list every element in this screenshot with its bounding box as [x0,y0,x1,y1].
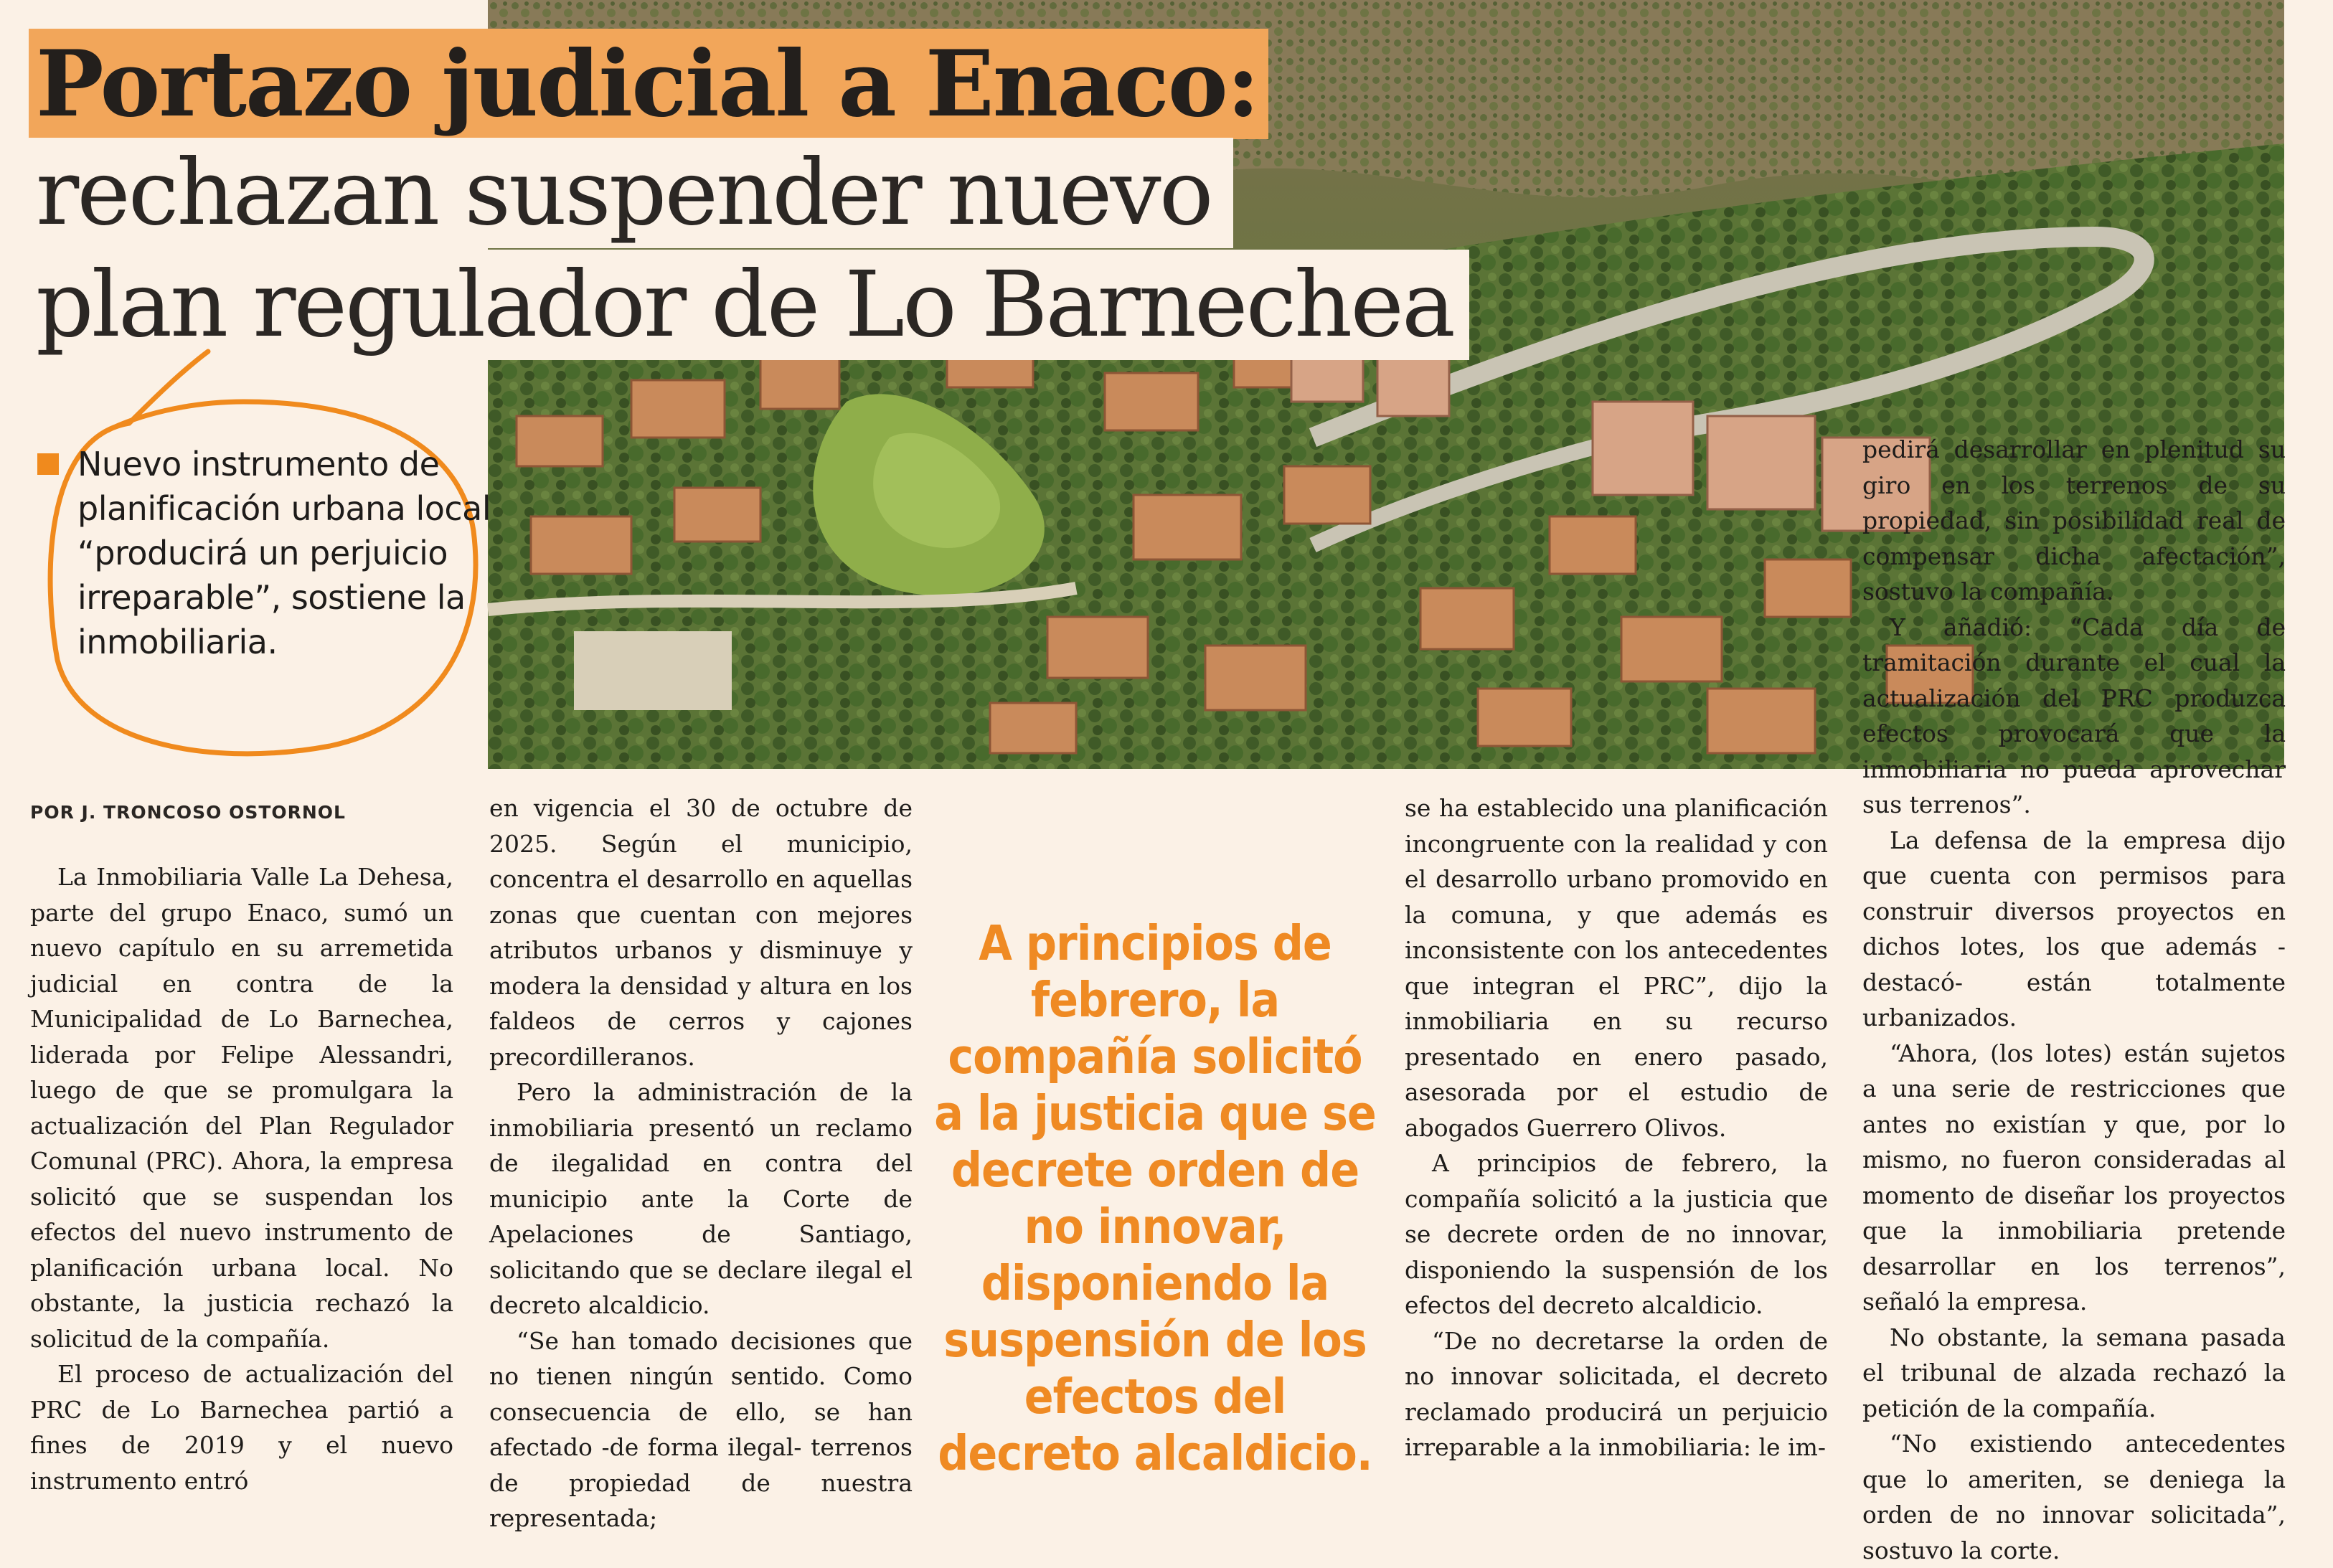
paragraph: pedirá desarrollar en plenitud su giro en los terrenos de su propiedad, sin posibilidad real de compensar dicha afectación”, sostuvo la compañía. [1862,435,2286,605]
lead-text: Nuevo instrumento de planificación urbana local “producirá un perjuicio irreparable”, sostiene la inmobiliaria. [77,445,491,661]
column-3 [1405,790,1828,1465]
column-2 [489,790,913,1536]
headline-line-1: Portazo judicial a Enaco: [29,29,1268,139]
pull-quote: A principios de febrero, la compañía solicitó a la justicia que se decrete orden de no innovar, disponiendo la suspensión de los efectos del decreto alcaldicio. [934,915,1376,1481]
paragraph: en vigencia el 30 de octubre de 2025. Según el municipio, concentra el desarrollo en aquellas zonas que cuentan con mejores atributos urbanos y disminuye y modera la densidad y altura en los faldeos de cerros y cajones precordilleranos. [489,794,913,1071]
column-1 [30,859,453,1498]
lead-box [29,423,491,775]
paragraph: se ha establecido una planificación incongruente con la realidad y con el desarrollo urbano promovido en la comuna, y que además es inconsistente con los antecedentes que integran el PRC”, dijo la inmobiliaria en su recurso presentado en enero pasado, asesorada por el estudio de abogados Guerrero Olivos. [1405,794,1828,1142]
paragraph: “Se han tomado decisiones que no tienen ningún sentido. Como consecuencia de ello, se han afectado -de forma ilegal- terrenos de propiedad de nuestra representada; [489,1326,913,1532]
paragraph: “De no decretarse la orden de no innovar solicitada, el decreto reclamado producirá un perjuicio irreparable a la inmobiliaria: le im- [1405,1326,1828,1461]
byline: POR J. TRONCOSO OSTORNOL [30,802,346,823]
column-4 [1862,432,2286,1568]
paragraph: “Ahora, (los lotes) están sujetos a una serie de restricciones que antes no existían y que, por lo mismo, no fueron consideradas al momento de diseñar los proyectos que la inmobiliaria pretende desarrollar en los terrenos”, señaló la empresa. [1862,1039,2286,1316]
paragraph: No obstante, la semana pasada el tribunal de alzada rechazó la petición de la compañía. [1862,1323,2286,1422]
paragraph: La defensa de la empresa dijo que cuenta con permisos para construir diversos proyectos en dichos lotes, los que además -destacó- están totalmente urbanizados. [1862,826,2286,1031]
headline-line-2: rechazan suspender nuevo [29,138,1233,248]
paragraph: Y añadió: “Cada día de tramitación durante el cual la actualización del PRC produzca efectos provocará que la inmobiliaria no pueda aprovechar sus terrenos”. [1862,613,2286,818]
paragraph: Pero la administración de la inmobiliaria presentó un reclamo de ilegalidad en contra del municipio ante la Corte de Apelaciones de Santiago, solicitando que se declare ilegal el decreto alcaldicio. [489,1078,913,1319]
paragraph: A principios de febrero, la compañía solicitó a la justicia que se decrete orden de no innovar, disponiendo la suspensión de los efectos del decreto alcaldicio. [1405,1149,1828,1319]
lead-bullet-square [37,453,59,475]
headline-line-3: plan regulador de Lo Barnechea [29,250,1469,360]
paragraph: “No existiendo antecedentes que lo ameriten, se deniega la orden de no innovar solicitada”, sostuvo la corte. [1862,1430,2286,1564]
paragraph: La Inmobiliaria Valle La Dehesa, parte del grupo Enaco, sumó un nuevo capítulo en su arremetida judicial en contra de la Municipalidad de Lo Barnechea, liderada por Felipe Alessandri, luego de que se promulgara la actualización del Plan Regulador Comunal (PRC). Ahora, la empresa solicitó que se suspendan los efectos del nuevo instrumento de planificación urbana local. No obstante, la justicia rechazó la solicitud de la compañía. [30,863,453,1353]
paragraph: El proceso de actualización del PRC de Lo Barnechea partió a fines de 2019 y el nuevo instrumento entró [30,1360,453,1495]
